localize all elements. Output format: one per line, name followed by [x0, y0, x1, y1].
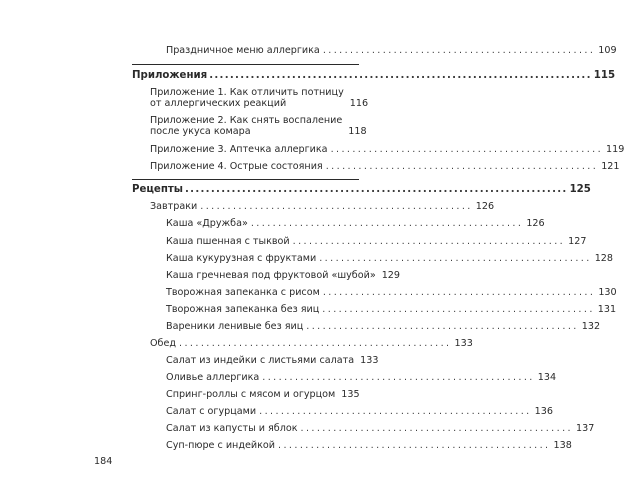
leader-dots: .................................................. — [200, 201, 473, 212]
toc-entry-page: 128 — [594, 253, 614, 264]
toc-entry-title: Вареники ленивые без яиц — [166, 321, 304, 332]
toc-entry — [166, 253, 614, 264]
toc-entry-page: 126 — [526, 218, 545, 229]
leader-dots: .................................................. — [300, 423, 573, 434]
toc-entry — [166, 321, 601, 332]
toc-entry-page: 119 — [606, 144, 624, 155]
section-divider — [132, 179, 359, 180]
toc-section-page: 125 — [569, 184, 591, 195]
toc-entry-title: Каша пшенная с тыквой — [166, 236, 290, 247]
toc-subsection-page: 126 — [475, 201, 495, 212]
section-divider — [132, 64, 359, 65]
toc-entry-title: Праздничное меню аллергика — [166, 45, 320, 56]
leader-dots: .................................................. — [322, 304, 595, 315]
toc-entry-title: Салат из капусты и яблок — [166, 423, 298, 434]
toc-subsection — [150, 338, 473, 349]
toc-entry — [150, 161, 620, 172]
leader-dots: .......................................................................... — [185, 184, 568, 195]
toc-entry-title: Оливье аллергика — [166, 372, 260, 383]
leader-dots: .................................................. — [322, 45, 596, 56]
toc-entry — [166, 406, 553, 417]
toc-entry — [166, 423, 595, 434]
leader-dots: .................................................. — [179, 338, 452, 349]
toc-entry — [166, 236, 587, 247]
toc-entry-title: Приложение 4. Острые состояния — [150, 161, 323, 172]
toc-entry — [150, 115, 367, 137]
toc-entry-page: 138 — [553, 440, 572, 451]
toc-entry-title: Салат из индейки с листьями салата — [166, 355, 355, 366]
toc-entry — [166, 287, 617, 298]
toc-entry — [166, 440, 572, 451]
leader-dots: .................................................. — [330, 144, 604, 155]
toc-entry-page: 129 — [381, 270, 401, 281]
toc-entry — [166, 304, 617, 315]
toc-entry-title: Каша гречневая под фруктовой «шубой» — [166, 270, 376, 281]
toc-subsection-page: 133 — [454, 338, 473, 349]
toc-entry-page: 118 — [348, 126, 367, 137]
toc-entry-page: 109 — [598, 45, 617, 56]
toc-subsection-title: Обед — [150, 338, 177, 349]
toc-entry — [166, 355, 379, 366]
leader-dots: .................................................. — [250, 218, 524, 229]
toc-entry-title-line1: Приложение 2. Как снять воспаление — [150, 115, 343, 126]
leader-dots: .................................................. — [278, 440, 551, 451]
toc-entry-page: 132 — [581, 321, 601, 332]
page-number: 184 — [94, 456, 113, 467]
toc-entry — [150, 144, 624, 155]
toc-entry-title-line1: Приложение 1. Как отличить потницу — [150, 87, 344, 98]
toc-entry-page: 137 — [575, 423, 595, 434]
toc-section-title: Приложения — [132, 70, 208, 81]
toc-section-heading — [132, 70, 616, 81]
toc-section-heading — [132, 184, 591, 195]
leader-dots: .................................................. — [292, 236, 566, 247]
leader-dots: .................................................. — [306, 321, 579, 332]
toc-entry-title: Салат с огурцами — [166, 406, 257, 417]
toc-entry-title: Суп-пюре с индейкой — [166, 440, 276, 451]
leader-dots: .................................................. — [325, 161, 599, 172]
toc-entry-title-line2: от аллергических реакций — [150, 98, 287, 109]
leader-dots: .................................................. — [262, 372, 535, 383]
toc-entry-page: 131 — [597, 304, 617, 315]
toc-entry-title: Приложение 3. Аптечка аллергика — [150, 144, 328, 155]
toc-entry — [166, 218, 545, 229]
toc-section-page: 115 — [593, 70, 616, 81]
toc-entry — [166, 389, 359, 400]
leader-dots: .................................................. — [322, 287, 596, 298]
toc-entry-page: 134 — [537, 372, 557, 383]
toc-entry-title: Творожная запеканка без яиц — [166, 304, 320, 315]
leader-dots: .......................................................................... — [209, 70, 592, 81]
toc-entry — [166, 372, 557, 383]
leader-dots: .................................................. — [259, 406, 532, 417]
toc-entry-title — [150, 87, 344, 109]
toc-entry-page: 135 — [341, 389, 360, 400]
toc-entry-title: Творожная запеканка с рисом — [166, 287, 320, 298]
toc-entry-page: 116 — [349, 98, 369, 109]
toc-entry — [166, 270, 401, 281]
toc-section-title: Рецепты — [132, 184, 183, 195]
toc-entry-page: 136 — [534, 406, 553, 417]
toc-subsection-title: Завтраки — [150, 201, 198, 212]
toc-entry-title — [150, 115, 342, 137]
toc-entry-title-line2: после укуса комара — [150, 126, 251, 137]
toc-entry-title: Спринг-роллы с мясом и огурцом — [166, 389, 336, 400]
leader-dots: .................................................. — [319, 253, 592, 264]
toc-entry — [150, 87, 369, 109]
toc-entry-title: Каша кукурузная с фруктами — [166, 253, 317, 264]
toc-entry-page: 130 — [598, 287, 617, 298]
toc-entry — [166, 45, 617, 56]
toc-entry-page: 121 — [601, 161, 620, 172]
toc-entry-title: Каша «Дружба» — [166, 218, 248, 229]
toc-entry-page: 133 — [360, 355, 379, 366]
toc-subsection — [150, 201, 495, 212]
toc-entry-page: 127 — [568, 236, 587, 247]
